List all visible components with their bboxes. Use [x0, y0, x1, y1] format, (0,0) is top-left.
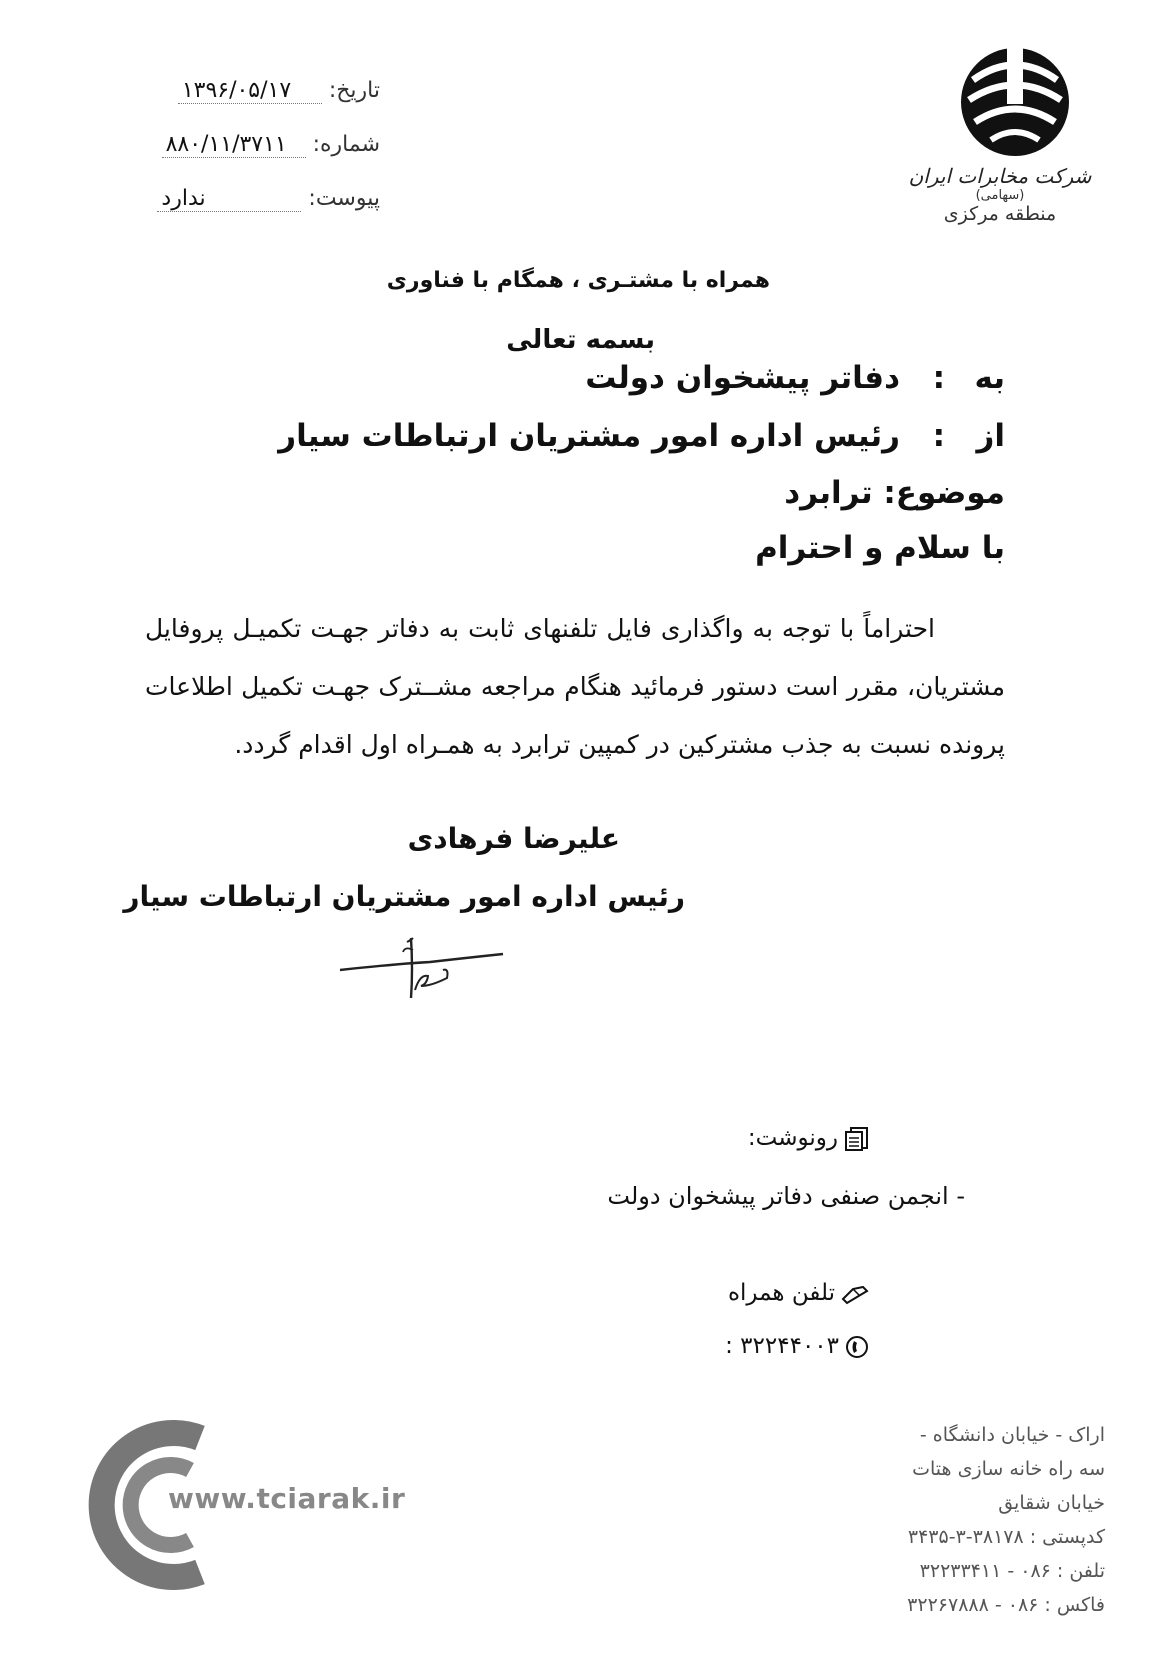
from-line	[278, 418, 1005, 454]
to-value: دفاتر پیشخوان دولت	[585, 360, 900, 396]
contact-label-row	[728, 1280, 869, 1306]
from-key: از	[976, 418, 1005, 454]
footer-postal-code: کدپستی : ۳۸۱۷۸-۳-۳۴۳۵	[907, 1526, 1105, 1548]
writing-hand-icon	[841, 1283, 869, 1305]
footer-address	[775, 1418, 1105, 1622]
date-label: تاریخ:	[328, 78, 380, 103]
cc-item: - انجمن صنفی دفاتر پیشخوان دولت	[607, 1182, 965, 1210]
to-key: به	[974, 360, 1005, 396]
number-row	[95, 132, 380, 158]
copy-icon	[844, 1126, 870, 1152]
number-label: شماره:	[312, 132, 380, 157]
greeting: با سلام و احترام	[755, 530, 1005, 566]
website-link[interactable]: www.tciarak.ir	[168, 1482, 406, 1515]
attachment-value: ندارد	[157, 186, 301, 212]
contact-number: ۳۲۲۴۴۰۰۳ :	[725, 1333, 839, 1359]
footer-fax: فاکس : ۰۸۶ - ۳۲۲۶۷۸۸۸	[907, 1594, 1105, 1616]
handwritten-signature	[335, 920, 510, 1045]
signatory-name: علیرضا فرهادی	[407, 822, 620, 855]
tci-emblem-icon	[895, 40, 1105, 160]
footer-phone: تلفن : ۰۸۶ - ۳۲۲۳۳۴۱۱	[919, 1560, 1105, 1582]
from-sep: :	[932, 418, 945, 454]
to-sep: :	[932, 360, 945, 396]
contact-number-row	[725, 1333, 869, 1359]
logo-region: منطقه مرکزی	[943, 203, 1057, 225]
number-value: ۸۸۰/۱۱/۳۷۱۱	[162, 132, 306, 158]
phone-icon	[845, 1335, 869, 1359]
attachment-row	[95, 186, 380, 212]
date-value: ۱۳۹۶/۰۵/۱۷	[178, 78, 322, 104]
footer-address-line1: اراک - خیابان دانشگاه -	[919, 1424, 1105, 1446]
date-row	[95, 78, 380, 104]
body-paragraph: احتراماً با توجه به واگذاری فایل تلفنهای ثابت به دفاتر جهـت تکمیـل پروفایل مشتریان، مقرر است دستور فرمائید هنگام مراجعه مشــترک جهـت تکمیل اطلاعات پرونده نسبت به جذب مشترکین در کمپین ترابرد به همـراه اول اقدام گردد.	[145, 614, 1005, 759]
footer-address-line2: سه راه خانه سازی هتات	[912, 1458, 1105, 1480]
slogan: همراه با مشتـری ، همگام با فناوری	[386, 268, 770, 293]
from-value: رئیس اداره امور مشتریان ارتباطات سیار	[278, 418, 900, 454]
to-line	[585, 360, 1005, 396]
contact-label: تلفن همراه	[727, 1280, 835, 1306]
cc-label	[748, 1125, 870, 1152]
footer-address-line3: خیابان شقایق	[998, 1492, 1105, 1514]
subject-line: موضوع: ترابرد	[784, 475, 1005, 511]
bismillah: بسمه تعالی	[506, 325, 655, 355]
attachment-label: پیوست:	[308, 186, 380, 211]
company-logo	[895, 40, 1105, 260]
logo-company-sub: (سهامی)	[975, 188, 1025, 203]
cc-label-text: رونوشت:	[747, 1125, 838, 1151]
signatory-title: رئیس اداره امور مشتریان ارتباطات سیار	[123, 880, 685, 913]
logo-company-name: شرکت مخابرات ایران	[908, 164, 1092, 188]
